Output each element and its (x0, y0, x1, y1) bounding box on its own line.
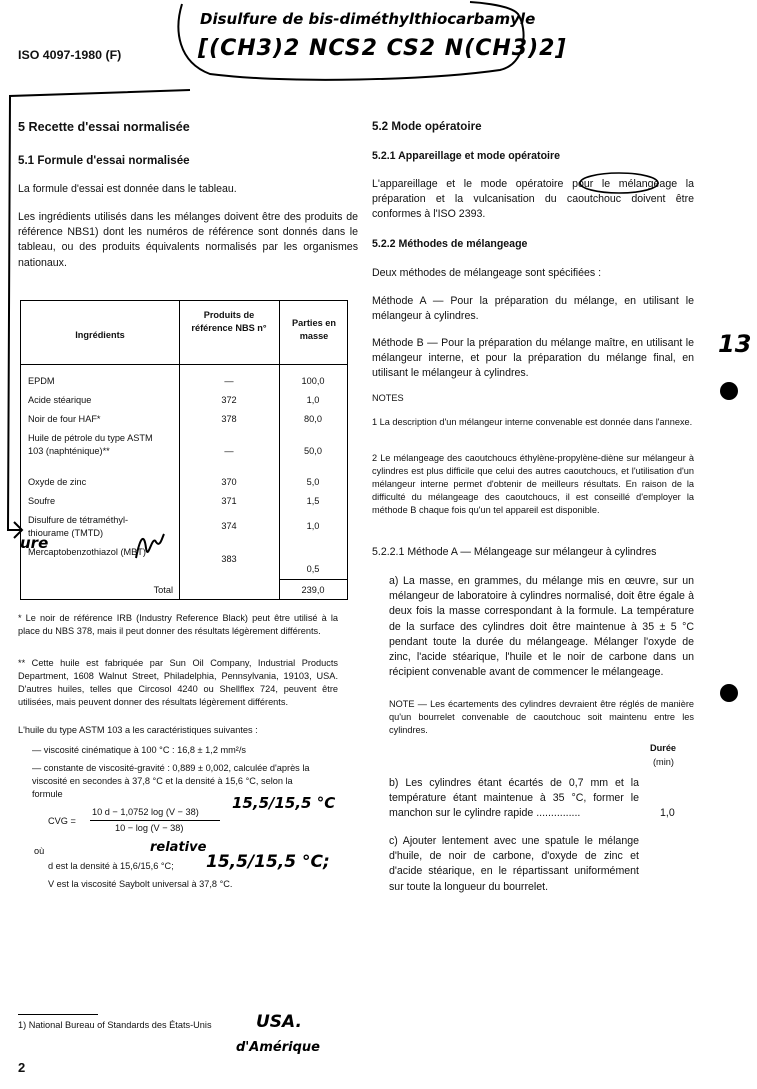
section-5221-title (372, 546, 656, 558)
row-parts: 0,5 (306, 564, 320, 574)
footnote: 1) National Bureau of Standards des États-Unis (18, 1020, 212, 1030)
row-nbs: 374 (221, 521, 237, 531)
ou-label: où (34, 846, 45, 856)
para-a: a) La masse, en grammes, du mélange mis en œuvre, sur un mélangeur de laboratoire à cylindres normalisé, doit être égale à deux fois la masse correspondant à la formule. La température de la surface des cylindres doit être maintenue à 35 ± 5 °C pendant toute la durée du mélangeage. Mélanger l'oxyde de zinc, l'acide stéarique, l'huile et le noir de carbone dans un récipient convenable avant de commencer le mélangeage. (389, 575, 694, 679)
hand-relative: relative (150, 840, 207, 855)
hand-scribble (132, 528, 166, 568)
row-name: Soufre (28, 496, 56, 506)
row-nbs: — (224, 376, 234, 386)
row-parts: 1,5 (306, 496, 320, 506)
hand-me: ure (20, 534, 49, 552)
hand-formula: [(CH3)2 NCS2 CS2 N(CH3)2] (198, 36, 567, 61)
punch-hole (720, 382, 738, 400)
hand-margin: 13 (718, 330, 752, 358)
para-522: Deux méthodes de mélangeage sont spécifiées : (372, 267, 602, 279)
row-nbs: 370 (221, 477, 237, 487)
row-nbs: 383 (221, 554, 237, 564)
row-nbs: 378 (221, 414, 237, 424)
row-parts: 1,0 (306, 395, 320, 405)
viscosity-line: — viscosité cinématique à 100 °C : 16,8 ± 1,2 mm²/s (32, 745, 246, 755)
oil-intro: L'huile du type ASTM 103 a les caractéristiques suivantes : (18, 725, 258, 735)
hand-temp-2: 15,5/15,5 °C; (206, 852, 330, 872)
section-51-title: 5.1 Formule d'essai normalisée (18, 154, 190, 167)
note-double-star: ** Cette huile est fabriquée par Sun Oil Company, Industrial Products Department, 1608 Walnut Street, Philadelphia, Pennsylvania, 19103, USA. D'autres huiles, telles que Circosol 4240 ou Shellflex 724, peuvent être utilisées, mais peuvent donner des résultats légèrement différents. (18, 658, 338, 707)
para-521: L'appareillage et le mode opératoire pour le mélangeage la préparation et la vulcanisation du caoutchouc doivent être conformes à l'ISO 2393. (372, 178, 694, 221)
row-nbs: — (224, 446, 234, 456)
para-b-value: 1,0 (660, 807, 675, 819)
hand-title: Disulfure de bis-diméthylthiocarbamyle (200, 10, 536, 28)
row-name: Disulfure de tétraméthyl-thiourame (TMTD) (28, 515, 129, 538)
para-1: La formule d'essai est donnée dans le tableau. (18, 183, 237, 195)
section-5-title: 5 Recette d'essai normalisée (18, 120, 190, 134)
note-star: * Le noir de référence IRB (Industry Reference Black) peut être utilisé à la place du NBS 378, mais il peut donner des résultats légèrement différents. (18, 613, 338, 636)
fraction-bar (90, 820, 220, 821)
row-name: Noir de four HAF* (28, 414, 101, 424)
punch-hole (720, 684, 738, 702)
d-definition: d est la densité à 15,6/15,6 °C; (48, 861, 174, 871)
row-name: Huile de pétrole du type ASTM 103 (naphténique)** (28, 433, 153, 456)
method-a: Méthode A — Pour la préparation du mélange, en utilisant le mélangeur à cylindres. (372, 295, 694, 323)
cvg-numerator: 10 d − 1,0752 log (V − 38) (92, 807, 199, 817)
section-522-title: 5.2.2 Méthodes de mélangeage (372, 238, 528, 250)
row-name: Oxyde de zinc (28, 477, 87, 487)
row-name: EPDM (28, 376, 55, 386)
v-definition: V est la viscosité Saybolt universal à 37,8 °C. (48, 879, 233, 889)
section-521-title: 5.2.1 Appareillage et mode opératoire (372, 150, 561, 162)
row-parts: 1,0 (306, 521, 320, 531)
ingredients-table (20, 300, 348, 600)
hand-amerique: d'Amérique (236, 1040, 320, 1055)
th-nbs: Produits de référence NBS n° (191, 310, 267, 333)
para-b: b) Les cylindres étant écartés de 0,7 mm et la température étant maintenue à 35 °C, former le manchon sur le cylindre rapide ............... (389, 777, 639, 820)
footnote-rule (18, 1014, 98, 1015)
cvg-denominator: 10 − log (V − 38) (115, 823, 184, 833)
duration-unit: (min) (653, 757, 674, 767)
page-number: 2 (18, 1060, 26, 1075)
row-name: Acide stéarique (28, 395, 92, 405)
row-parts: 80,0 (304, 414, 322, 424)
row-nbs: 372 (221, 395, 237, 405)
note-cylinders: NOTE — Les écartements des cylindres devraient être réglés de manière qu'un bourrelet convenable de caoutchouc soit maintenu entre les cylindres. (389, 699, 694, 735)
notes-title: NOTES (372, 393, 404, 403)
row-parts: 5,0 (306, 477, 320, 487)
row-nbs: 371 (221, 496, 237, 506)
row-parts: 100,0 (301, 376, 325, 386)
section-5221-text: 5.2.2.1 Méthode A — Mélangeage sur mélangeur à cylindres (372, 546, 657, 558)
note-2: 2 Le mélangeage des caoutchoucs éthylène-propylène-diène sur mélangeur à cylindres est plus difficile que celui des autres caoutchoucs, et l'utilisation d'un mélangeur interne permet d'obtenir de meilleurs résultats. En raison de la difficulté du mélangeage des caoutchoucs, il est conseillé d'employer la méthode B chaque fois qu'un tel appareil est disponible. (372, 453, 694, 515)
hand-circle (578, 170, 662, 196)
doc-id: ISO 4097-1980 (F) (18, 48, 122, 62)
row-name: Mercaptobenzothiazol (MBT) (28, 547, 146, 557)
total-value: 239,0 (301, 585, 325, 595)
para-2: Les ingrédients utilisés dans les mélanges doivent être des produits de référence NBS1) dont les numéros de référence sont donnés dans le tableau, ou des produits équivalents normalisés par les organismes nationaux. (18, 211, 358, 269)
constant-line: — constante de viscosité-gravité : 0,889 ± 0,002, calculée d'après la viscosité en secondes à 37,8 °C et la densité à 15,6 °C, selon la formule (32, 763, 310, 799)
cvg-label: CVG = (48, 816, 76, 826)
th-ingredients: Ingrédients (75, 330, 125, 340)
note-1: 1 La description d'un mélangeur interne convenable est donnée dans l'annexe. (372, 417, 693, 427)
hand-usa: USA. (256, 1012, 302, 1032)
duration-header: Durée (650, 743, 677, 753)
row-parts: 50,0 (304, 446, 322, 456)
th-parts: Parties en masse (292, 318, 336, 341)
total-label: Total (153, 585, 173, 595)
section-52-title: 5.2 Mode opératoire (372, 120, 482, 133)
method-b: Méthode B — Pour la préparation du mélange maître, en utilisant le mélangeur interne, et pour la préparation du mélange final, en utilisant le mélangeur à cylindres. (372, 337, 694, 380)
hand-temp-1: 15,5/15,5 °C (232, 794, 336, 812)
para-c: c) Ajouter lentement avec une spatule le mélange d'huile, de noir de carbone, d'oxyde de zinc et d'acide stéarique, en le répartissant uniformément sur toute la longueur du bourrelet. (389, 835, 639, 893)
